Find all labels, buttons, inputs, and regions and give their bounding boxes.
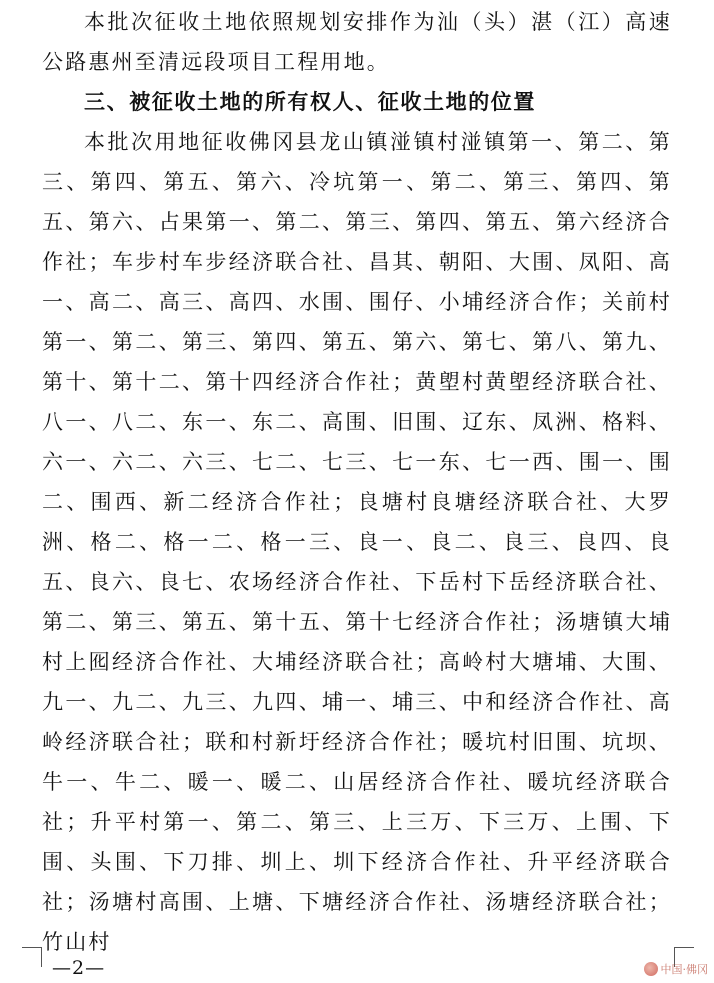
watermark	[644, 961, 709, 977]
crop-mark-bottom-left-horizontal	[22, 947, 42, 948]
watermark-text: 中国·佛冈	[660, 963, 708, 976]
crop-mark-bottom-right-horizontal	[674, 947, 694, 948]
crop-mark-bottom-left-vertical	[41, 947, 42, 967]
paragraph-land-use: 本批次征收土地依照规划安排作为汕（头）湛（江）高速公路惠州至清远段项目工程用地。	[42, 10, 672, 74]
document-body	[42, 2, 672, 962]
paragraph-land-owners: 本批次用地征收佛冈县龙山镇湴镇村湴镇第一、第二、第三、第四、第五、第六、冷坑第一、第二、第三、第四、第五、第六、占果第一、第二、第三、第四、第五、第六经济合作社；车步村车步经济联合社、昌其、朝阳、大围、凤阳、高一、高二、高三、高四、水围、围仔、小埔经济合作；关前村第一、第二、第三、第四、第五、第六、第七、第八、第九、第十、第十二、第十四经济合作社；黄塱村黄塱经济联合社、八一、八二、东一、东二、高围、旧围、辽东、凤洲、格料、六一、六二、六三、七二、七三、七一东、七一西、围一、围二、围西、新二经济合作社；良塘村良塘经济联合社、大罗洲、格二、格一二、格一三、良一、良二、良三、良四、良五、良六、良七、农场经济合作社、下岳村下岳经济联合社、第二、第三、第五、第十五、第十七经济合作社；汤塘镇大埔村上囮经济合作社、大埔经济联合社；高岭村大塘埔、大围、九一、九二、九三、九四、埔一、埔三、中和经济合作社、高岭经济联合社；联和村新圩经济合作社；暖坑村旧围、坑坝、牛一、牛二、暖一、暖二、山居经济合作社、暖坑经济联合社；升平村第一、第二、第三、上三万、下三万、上围、下围、头围、下刀排、圳上、圳下经济合作社、升平经济联合社；汤塘村高围、上塘、下塘经济合作社、汤塘经济联合社；竹山村	[42, 130, 672, 954]
section-heading-three: 三、被征收土地的所有权人、征收土地的位置	[84, 90, 536, 114]
watermark-logo-icon	[644, 962, 658, 976]
page-number: —2—	[52, 957, 106, 979]
